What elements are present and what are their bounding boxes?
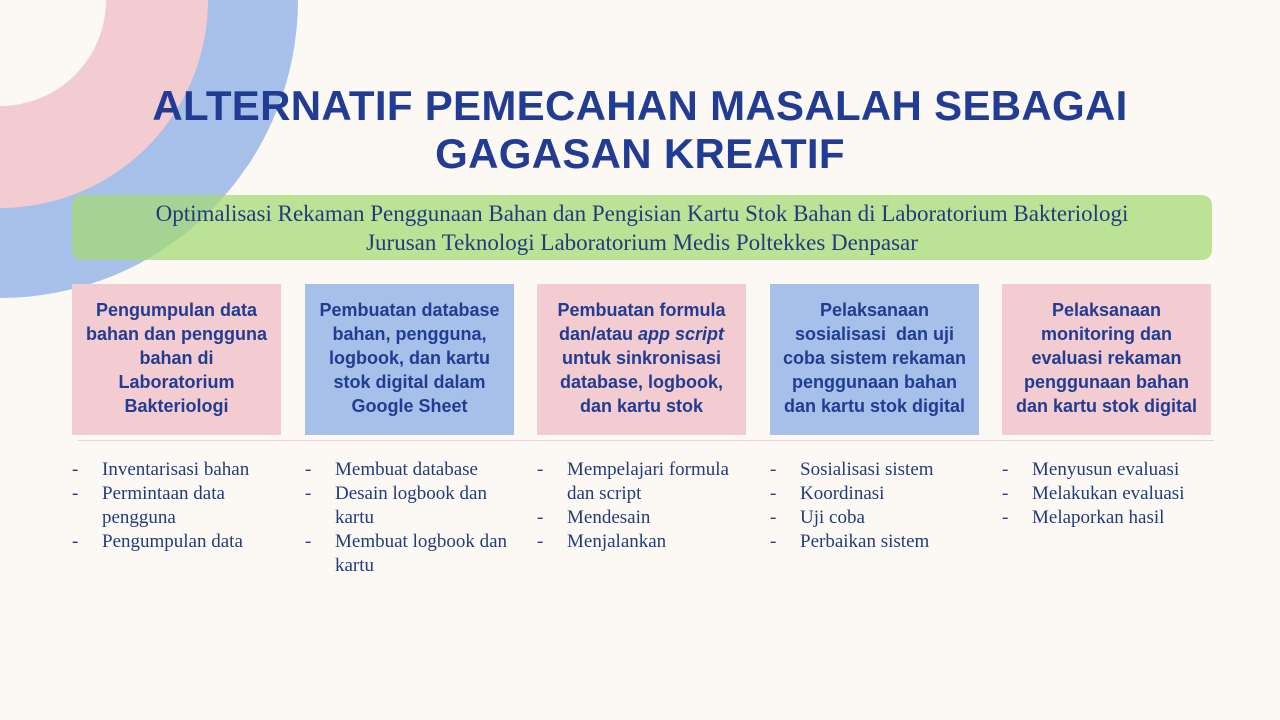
list-item xyxy=(72,482,287,530)
dash-bullet: - xyxy=(1002,507,1009,528)
dash-bullet: - xyxy=(537,507,544,528)
dash-bullet: - xyxy=(537,459,544,480)
step-2-text-line: stok digital dalam xyxy=(333,372,486,392)
step-5-text-line: Pelaksanaan xyxy=(1051,300,1162,320)
list-item-text: Melaporkan hasil xyxy=(1032,507,1165,528)
step-4-text-line: Pelaksanaan xyxy=(819,300,930,320)
dash-bullet: - xyxy=(72,459,79,480)
dash-bullet: - xyxy=(770,483,777,504)
step-2-activity-list xyxy=(305,458,510,578)
list-item xyxy=(1002,458,1217,482)
step-box-monitoring-evaluation xyxy=(1002,284,1211,435)
step-5-text-line: dan kartu stok digital xyxy=(1015,396,1198,416)
dash-bullet: - xyxy=(72,531,79,552)
step-4-text-line: dan kartu stok digital xyxy=(783,396,966,416)
subtitle-line-1: Optimalisasi Rekaman Penggunaan Bahan dan Pengisian Kartu Stok Bahan di Laboratorium Bakteriologi xyxy=(155,201,1129,226)
list-item-text: Sosialisasi sistem xyxy=(800,459,934,480)
dash-bullet: - xyxy=(537,531,544,552)
slide-title xyxy=(60,82,1220,178)
step-box-socialization-trial xyxy=(770,284,979,435)
dash-bullet: - xyxy=(1002,459,1009,480)
list-item-text: Mendesain xyxy=(567,507,651,528)
subtitle-banner xyxy=(72,195,1212,260)
list-item xyxy=(305,530,510,578)
step-3-text-line: dan/atau xyxy=(558,324,638,344)
step-1-text-line: bahan dan pengguna xyxy=(85,324,267,344)
step-2-text-line: logbook, dan kartu xyxy=(328,348,490,368)
step-3-text-line: database, logbook, xyxy=(559,372,724,392)
step-2-text-line: Google Sheet xyxy=(351,396,468,416)
list-item-text: Menjalankan xyxy=(567,531,667,552)
list-item-text: Pengumpulan data xyxy=(102,531,243,552)
step-5-text-line: penggunaan bahan xyxy=(1023,372,1189,392)
dash-bullet: - xyxy=(305,531,312,552)
list-item xyxy=(537,458,735,506)
list-item-text: Melakukan evaluasi xyxy=(1032,483,1185,504)
list-item xyxy=(537,506,735,530)
list-item xyxy=(537,530,735,554)
step-1-text-line: bahan di xyxy=(139,348,214,368)
list-item xyxy=(770,458,985,482)
section-divider xyxy=(78,440,1214,441)
list-item-text: Uji coba xyxy=(800,507,865,528)
list-item xyxy=(770,530,985,554)
step-box-database-creation xyxy=(305,284,514,435)
step-1-text-line: Laboratorium xyxy=(118,372,235,392)
list-item xyxy=(72,458,287,482)
step-4-activity-list xyxy=(770,458,985,554)
list-item xyxy=(1002,506,1217,530)
step-4-text-line: penggunaan bahan xyxy=(791,372,957,392)
dash-bullet: - xyxy=(770,507,777,528)
dash-bullet: - xyxy=(770,459,777,480)
list-item xyxy=(770,482,985,506)
list-item-text: Koordinasi xyxy=(800,483,885,504)
list-item-text: Perbaikan sistem xyxy=(800,531,930,552)
dash-bullet: - xyxy=(770,531,777,552)
step-1-text-line: Bakteriologi xyxy=(124,396,229,416)
dash-bullet: - xyxy=(72,483,79,504)
list-item-text: Desain logbook dan kartu xyxy=(335,483,487,528)
list-item xyxy=(305,482,510,530)
dash-bullet: - xyxy=(305,459,312,480)
slide-title-line-2: GAGASAN KREATIF xyxy=(435,130,845,177)
step-2-text-line: bahan, pengguna, xyxy=(332,324,487,344)
dash-bullet: - xyxy=(1002,483,1009,504)
list-item-text: Membuat database xyxy=(335,459,478,480)
subtitle-line-2: Jurusan Teknologi Laboratorium Medis Poltekkes Denpasar xyxy=(366,230,918,255)
step-4-text-line: coba sistem rekaman xyxy=(782,348,967,368)
step-box-data-collection xyxy=(72,284,281,435)
list-item-text: Permintaan data pengguna xyxy=(102,483,225,528)
step-3-text-line: Pembuatan formula xyxy=(557,300,726,320)
list-item-text: Inventarisasi bahan xyxy=(102,459,250,480)
step-5-text-line: monitoring dan xyxy=(1041,324,1172,344)
step-2-text-line: Pembuatan database xyxy=(319,300,500,320)
list-item xyxy=(305,458,510,482)
step-5-activity-list xyxy=(1002,458,1217,530)
step-3-text-line: dan kartu stok xyxy=(579,396,704,416)
step-5-text-line: evaluasi rekaman xyxy=(1031,348,1182,368)
step-3-text-line: untuk sinkronisasi xyxy=(561,348,722,368)
step-1-text-line: Pengumpulan data xyxy=(95,300,257,320)
dash-bullet: - xyxy=(305,483,312,504)
step-4-text-line: sosialisasi dan uji xyxy=(794,324,955,344)
step-3-emphasis-text: app script xyxy=(637,324,725,344)
list-item xyxy=(1002,482,1217,506)
list-item xyxy=(72,530,287,554)
list-item-text: Mempelajari formula dan script xyxy=(567,459,729,504)
step-box-formula-script xyxy=(537,284,746,435)
step-3-activity-list xyxy=(537,458,735,554)
list-item xyxy=(770,506,985,530)
list-item-text: Menyusun evaluasi xyxy=(1032,459,1180,480)
step-1-activity-list xyxy=(72,458,287,554)
slide-title-line-1: ALTERNATIF PEMECAHAN MASALAH SEBAGAI xyxy=(152,82,1128,129)
list-item-text: Membuat logbook dan kartu xyxy=(335,531,508,576)
